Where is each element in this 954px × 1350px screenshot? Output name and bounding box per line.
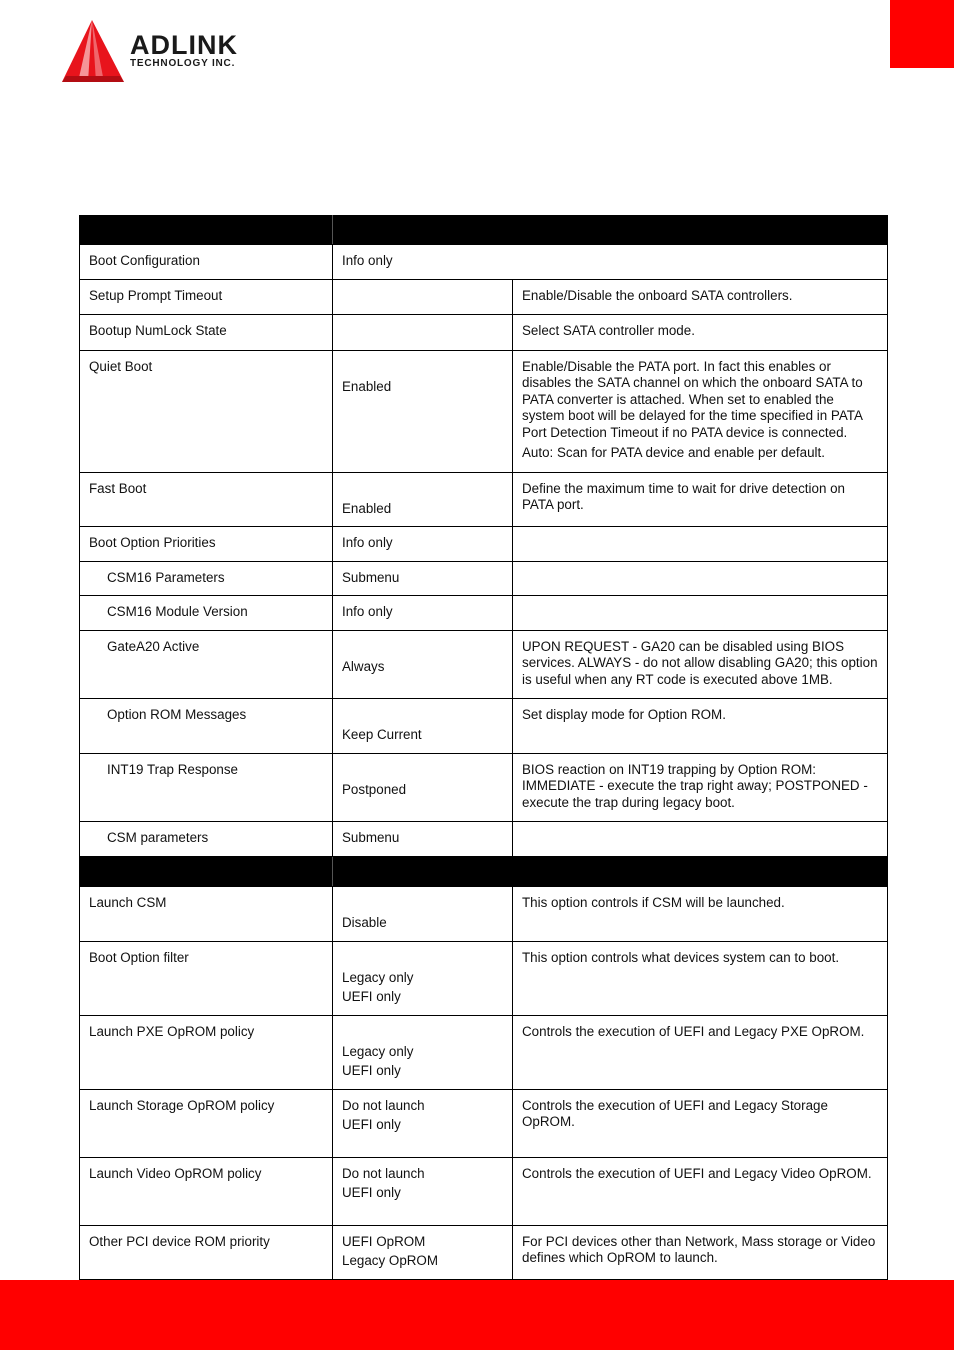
- footer-band: [0, 1280, 954, 1350]
- option-value: Postponed: [342, 781, 407, 797]
- description-text: BIOS reaction on INT19 trapping by Option ROM: IMMEDIATE - execute the trap right away; POSTPONED - execute the trap during legacy boot.: [522, 761, 868, 810]
- setting-options: [333, 699, 513, 754]
- option-value: Submenu: [342, 569, 400, 585]
- description-text: Enable/Disable the PATA port. In fact this enables or disables the SATA channel on which the onboard SATA to PATA converter is attached. When set to enabled the system boot will be delayed for the time specified in PATA Port Detection Timeout if no PATA device is connected.: [522, 358, 863, 440]
- option-value: Keep Current: [342, 727, 422, 742]
- setting-options: [333, 245, 888, 280]
- setting-options: [333, 941, 513, 1015]
- setting-name: Bootup NumLock State: [80, 315, 333, 351]
- setting-options: [333, 630, 513, 699]
- description-text: Select SATA controller mode.: [522, 323, 695, 338]
- page-corner-tab: [890, 0, 954, 68]
- setting-description: [513, 753, 888, 822]
- option-value: UEFI only: [342, 1117, 401, 1132]
- setting-options: [333, 887, 513, 942]
- setting-description: [513, 561, 888, 596]
- setting-options: [333, 1089, 513, 1157]
- setting-description: [513, 279, 888, 315]
- setting-options: [333, 279, 513, 315]
- table-row: [80, 941, 888, 1015]
- description-text: Define the maximum time to wait for drive detection on PATA port.: [522, 480, 846, 512]
- option-value: Legacy only: [342, 969, 414, 985]
- setting-description: [513, 596, 888, 631]
- setting-description: [513, 1089, 888, 1157]
- adlink-triangle-icon: [58, 18, 128, 86]
- description-text: UPON REQUEST - GA20 can be disabled using BIOS services. ALWAYS - do not allow disabling GA20; this option is useful when any RT code is executed above 1MB.: [522, 638, 878, 687]
- option-value: Do not launch: [342, 1165, 425, 1181]
- setting-description: [513, 1157, 888, 1225]
- option-value: Enabled: [342, 500, 392, 516]
- table-row: [80, 887, 888, 942]
- setting-description: [513, 472, 888, 527]
- adlink-logo: [58, 18, 268, 86]
- option-value: UEFI only: [342, 1185, 401, 1200]
- table-row: [80, 822, 888, 857]
- boot-settings-table: [79, 215, 888, 857]
- option-value: UEFI only: [342, 989, 401, 1004]
- table-row: [80, 1157, 888, 1225]
- description-text: Enable/Disable the onboard SATA controllers.: [522, 287, 793, 303]
- brand-tagline: TECHNOLOGY INC.: [130, 58, 236, 69]
- option-value: Do not launch: [342, 1097, 425, 1113]
- setting-name: Boot Configuration: [80, 245, 333, 280]
- setting-description: [513, 1225, 888, 1279]
- setting-name: Launch Video OpROM policy: [80, 1157, 333, 1225]
- setting-options: [333, 1015, 513, 1089]
- setting-name: GateA20 Active: [80, 630, 333, 699]
- setting-options: [333, 561, 513, 596]
- description-text: Auto: Scan for PATA device and enable per default.: [522, 445, 825, 460]
- setting-options: [333, 315, 513, 351]
- option-value: Legacy OpROM: [342, 1253, 439, 1268]
- setting-options: [333, 822, 513, 857]
- table-header: [80, 858, 888, 887]
- setting-options: [333, 472, 513, 527]
- setting-name: Setup Prompt Timeout: [80, 279, 333, 315]
- table-row: [80, 279, 888, 315]
- setting-name: Boot Option filter: [80, 941, 333, 1015]
- setting-description: [513, 315, 888, 351]
- setting-name: CSM16 Parameters: [80, 561, 333, 596]
- setting-options: [333, 1225, 513, 1279]
- setting-name: Quiet Boot: [80, 350, 333, 472]
- setting-description: [513, 887, 888, 942]
- description-text: Set display mode for Option ROM.: [522, 707, 726, 722]
- table-row: [80, 527, 888, 562]
- setting-name: CSM16 Module Version: [80, 596, 333, 631]
- setting-description: [513, 699, 888, 754]
- setting-name: Fast Boot: [80, 472, 333, 527]
- description-text: Controls the execution of UEFI and Legacy PXE OpROM.: [522, 1023, 865, 1039]
- setting-options: [333, 596, 513, 631]
- csm-settings-table: [79, 857, 888, 1280]
- option-value: Disable: [342, 915, 387, 930]
- option-value: UEFI OpROM: [342, 1233, 426, 1249]
- table-row: [80, 1225, 888, 1279]
- setting-name: Launch CSM: [80, 887, 333, 942]
- setting-name: CSM parameters: [80, 822, 333, 857]
- setting-name: Launch Storage OpROM policy: [80, 1089, 333, 1157]
- option-value: Info only: [342, 535, 393, 550]
- setting-options: [333, 527, 513, 562]
- setting-description: [513, 350, 888, 472]
- setting-description: [513, 527, 888, 562]
- option-value: Info only: [342, 604, 393, 619]
- table-row: [80, 1089, 888, 1157]
- description-text: For PCI devices other than Network, Mass storage or Video defines which OpROM to launch.: [522, 1233, 876, 1265]
- description-text: Controls the execution of UEFI and Legacy Storage OpROM.: [522, 1097, 828, 1129]
- setting-options: [333, 350, 513, 472]
- setting-description: [513, 941, 888, 1015]
- table-row: [80, 699, 888, 754]
- setting-description: [513, 630, 888, 699]
- description-text: This option controls if CSM will be launched.: [522, 895, 785, 910]
- option-value: Always: [342, 658, 385, 674]
- setting-name: Launch PXE OpROM policy: [80, 1015, 333, 1089]
- setting-description: [513, 1015, 888, 1089]
- setting-options: [333, 753, 513, 822]
- option-value: Legacy only: [342, 1043, 414, 1059]
- table-row: [80, 753, 888, 822]
- setting-options: [333, 1157, 513, 1225]
- table-row: [80, 350, 888, 472]
- description-text: Controls the execution of UEFI and Legacy Video OpROM.: [522, 1165, 872, 1181]
- setting-name: Option ROM Messages: [80, 699, 333, 754]
- option-value: Submenu: [342, 830, 400, 845]
- table-row: [80, 596, 888, 631]
- setting-name: Boot Option Priorities: [80, 527, 333, 562]
- setting-name: INT19 Trap Response: [80, 753, 333, 822]
- table-row: [80, 630, 888, 699]
- brand-name: ADLINK: [130, 30, 238, 60]
- table-row: [80, 472, 888, 527]
- table-row: [80, 1015, 888, 1089]
- option-value: Enabled: [342, 378, 392, 394]
- table-row: [80, 561, 888, 596]
- description-text: This option controls what devices system can to boot.: [522, 949, 840, 965]
- option-value: UEFI only: [342, 1063, 401, 1078]
- table-row: [80, 245, 888, 280]
- table-row: [80, 315, 888, 351]
- setting-description: [513, 822, 888, 857]
- option-value: Info only: [342, 253, 393, 268]
- setting-name: Other PCI device ROM priority: [80, 1225, 333, 1279]
- table-header: [80, 216, 888, 245]
